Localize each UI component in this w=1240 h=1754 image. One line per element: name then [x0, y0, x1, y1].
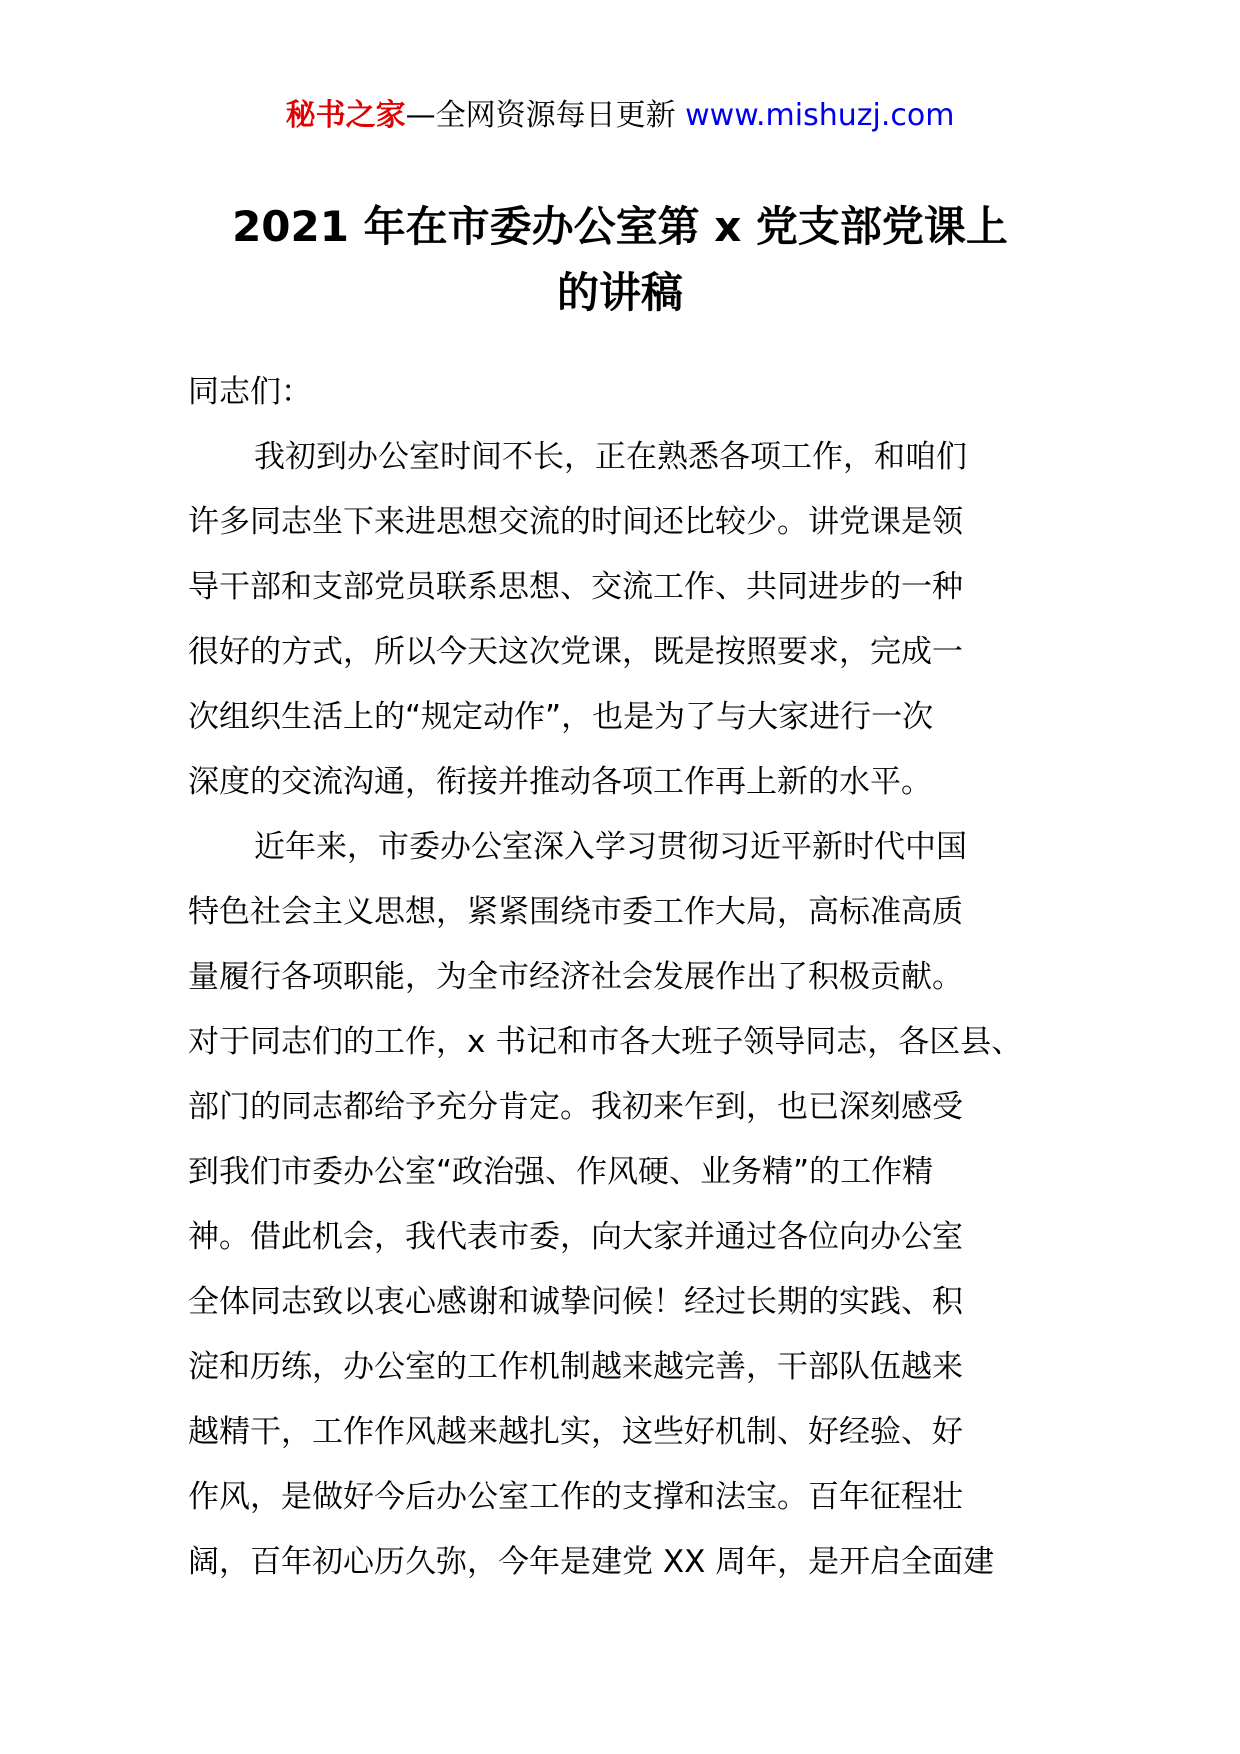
paragraph-line: 神。借此机会，我代表市委，向大家并通过各位向办公室 — [188, 1219, 963, 1255]
title-line-2: 的讲稿 — [556, 268, 683, 317]
paragraph-line: 许多同志坐下来进思想交流的时间还比较少。讲党课是领 — [188, 504, 963, 540]
paragraph-line: 越精干，工作作风越来越扎实，这些好机制、好经验、好 — [188, 1414, 963, 1450]
site-header — [0, 96, 1240, 136]
brand-name: 秘书之家 — [285, 98, 406, 133]
paragraph-line: 全体同志致以衷心感谢和诚挚问候！经过长期的实践、积 — [188, 1284, 963, 1320]
paragraph-line: 我初到办公室时间不长，正在熟悉各项工作，和咱们 — [254, 439, 967, 475]
title-line-1: 2021 年在市委办公室第 x 党支部党课上 — [232, 202, 1008, 251]
paragraph-line: 到我们市委办公室“政治强、作风硬、业务精”的工作精 — [188, 1154, 934, 1190]
paragraph-line: 部门的同志都给予充分肯定。我初来乍到，也已深刻感受 — [188, 1089, 963, 1125]
document-title — [150, 194, 1090, 326]
paragraph-line: 淀和历练，办公室的工作机制越来越完善，干部队伍越来 — [188, 1349, 963, 1385]
paragraph-line: 量履行各项职能，为全市经济社会发展作出了积极贡献。 — [188, 959, 963, 995]
paragraph-line: 深度的交流沟通，衔接并推动各项工作再上新的水平。 — [188, 764, 932, 800]
header-tagline: —全网资源每日更新 — [405, 98, 676, 133]
paragraph-line: 很好的方式，所以今天这次党课，既是按照要求，完成一 — [188, 634, 963, 670]
paragraph-line: 阔，百年初心历久弥，今年是建党 XX 周年，是开启全面建 — [188, 1544, 995, 1580]
salutation: 同志们： — [188, 374, 312, 410]
paragraph-line: 次组织生活上的“规定动作”，也是为了与大家进行一次 — [188, 699, 934, 735]
document-body — [188, 360, 1058, 1595]
paragraph-line: 对于同志们的工作，x 书记和市各大班子领导同志，各区县、 — [188, 1024, 1023, 1060]
paragraph-line: 导干部和支部党员联系思想、交流工作、共同进步的一种 — [188, 569, 963, 605]
site-url-link[interactable]: www.mishuzj.com — [685, 98, 955, 133]
paragraph-line: 作风，是做好今后办公室工作的支撑和法宝。百年征程壮 — [188, 1479, 963, 1515]
paragraph-line: 近年来，市委办公室深入学习贯彻习近平新时代中国 — [254, 829, 967, 865]
paragraph-line: 特色社会主义思想，紧紧围绕市委工作大局，高标准高质 — [188, 894, 963, 930]
